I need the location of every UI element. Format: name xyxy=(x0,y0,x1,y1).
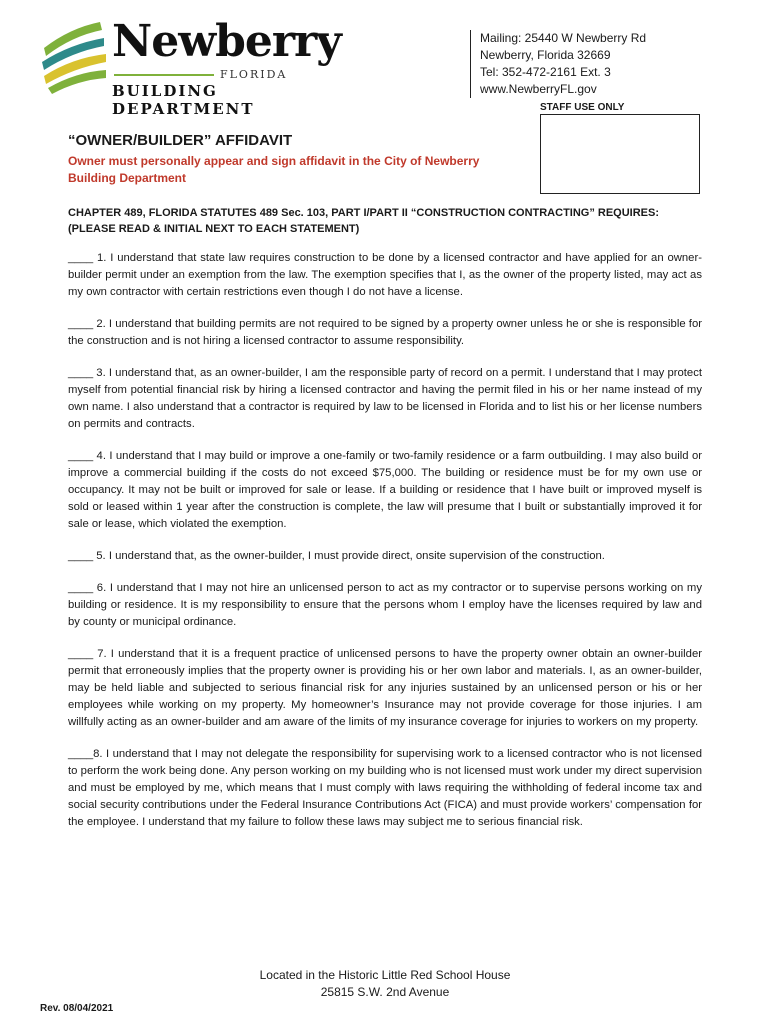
logo-wordmark: Newberry xyxy=(112,16,341,67)
staff-use-label: STAFF USE ONLY xyxy=(540,102,625,113)
statement-8: ____8. I understand that I may not delegate the responsibility for supervising work to a licensed contractor who is not licensed to perform the work being done. Any person working on my building who is not licensed must work under my direct supervision and must be employed by me, which means that I must comply with laws requiring the withholding of federal income tax and social security contributions under the Federal Insurance Contributions Act (FICA) and must provide workers’ compensation for the employee. I understand that my failure to follow these laws may subject me to serious financial risk. xyxy=(68,748,702,828)
newberry-logo-icon xyxy=(40,18,108,96)
revision-date: Rev. 08/04/2021 xyxy=(40,1003,114,1014)
statement-list xyxy=(68,250,702,846)
statement-3: ____ 3. I understand that, as an owner-builder, I am the responsible party of record on a permit. I understand that I may protect myself from potential financial risk by hiring a licensed contractor and having the permit filed in his or her name instead of my own name. I also understand that a contractor is required by law to be licensed in Florida and to list his or her license numbers on permits and contracts. xyxy=(68,367,702,430)
department-logo xyxy=(40,16,341,118)
footer-line-2: 25815 S.W. 2nd Avenue xyxy=(320,985,450,999)
logo-department: BUILDING DEPARTMENT xyxy=(112,82,255,118)
instruction-subtitle: Owner must personally appear and sign affidavit in the City of Newberry Building Department xyxy=(68,154,480,185)
statement-1: ____ 1. I understand that state law requires construction to be done by a licensed contractor and have applied for an owner-builder permit under an exemption from the law. The exemption specifies that I, as the owner of the property listed, may act as my own contractor with certain restrictions even though I do not have a license. xyxy=(68,252,702,298)
statement-5: ____ 5. I understand that, as the owner-builder, I must provide direct, onsite supervision of the construction. xyxy=(68,550,605,562)
phone: Tel: 352-472-2161 Ext. 3 xyxy=(480,65,611,79)
footer-address xyxy=(0,967,770,1001)
statement-6: ____ 6. I understand that I may not hire an unlicensed person to act as my contractor or to supervise persons working on my building or residence. It is my responsibility to ensure that the persons whom I employ have the licenses required by law and by county or municipal ordinance. xyxy=(68,582,702,628)
footer-line-1: Located in the Historic Little Red School House xyxy=(259,968,511,982)
mailing-address: Mailing: 25440 W Newberry Rd xyxy=(480,31,647,45)
chapter-heading: CHAPTER 489, FLORIDA STATUTES 489 Sec. 103, PART I/PART II “CONSTRUCTION CONTRACTING” REQUIRES: (PLEASE READ & INITIAL NEXT TO EACH STATEMENT) xyxy=(68,207,660,235)
city-line: Newberry, Florida 32669 xyxy=(480,48,611,62)
staff-use-box xyxy=(540,114,700,194)
logo-state: FLORIDA xyxy=(114,68,312,82)
statement-4: ____ 4. I understand that I may build or improve a one-family or two-family residence or a farm outbuilding. I may also build or improve a commercial building if the costs do not exceed $75,000. The building or residence must be for my own use or occupancy. It may not be built or improved for sale or lease. If a building or residence that I have built or improved myself is sold or leased within 1 year after the construction is complete, the law will presume that I built or substantially improved it for sale or lease, which violated the exemption. xyxy=(68,450,702,530)
website: www.NewberryFL.gov xyxy=(480,82,597,96)
contact-block xyxy=(470,30,700,98)
statement-7: ____ 7. I understand that it is a frequent practice of unlicensed persons to have the property owner obtain an owner-builder permit that erroneously implies that the property owner is providing his or her own labor and materials. I, as an owner-builder, may be held liable and subjected to serious financial risk for any injuries sustained by an unlicensed person or his or her employees while working on my property. My homeowner’s Insurance may not provide coverage for those injuries. I am willfully acting as an owner-builder and am aware of the limits of my insurance coverage for injuries to workers on my property. xyxy=(68,648,702,728)
page-title: “OWNER/BUILDER” AFFIDAVIT xyxy=(68,132,293,149)
statement-2: ____ 2. I understand that building permits are not required to be signed by a property owner unless he or she is responsible for the construction and is not hiring a licensed contractor to assume responsibility. xyxy=(68,318,702,347)
